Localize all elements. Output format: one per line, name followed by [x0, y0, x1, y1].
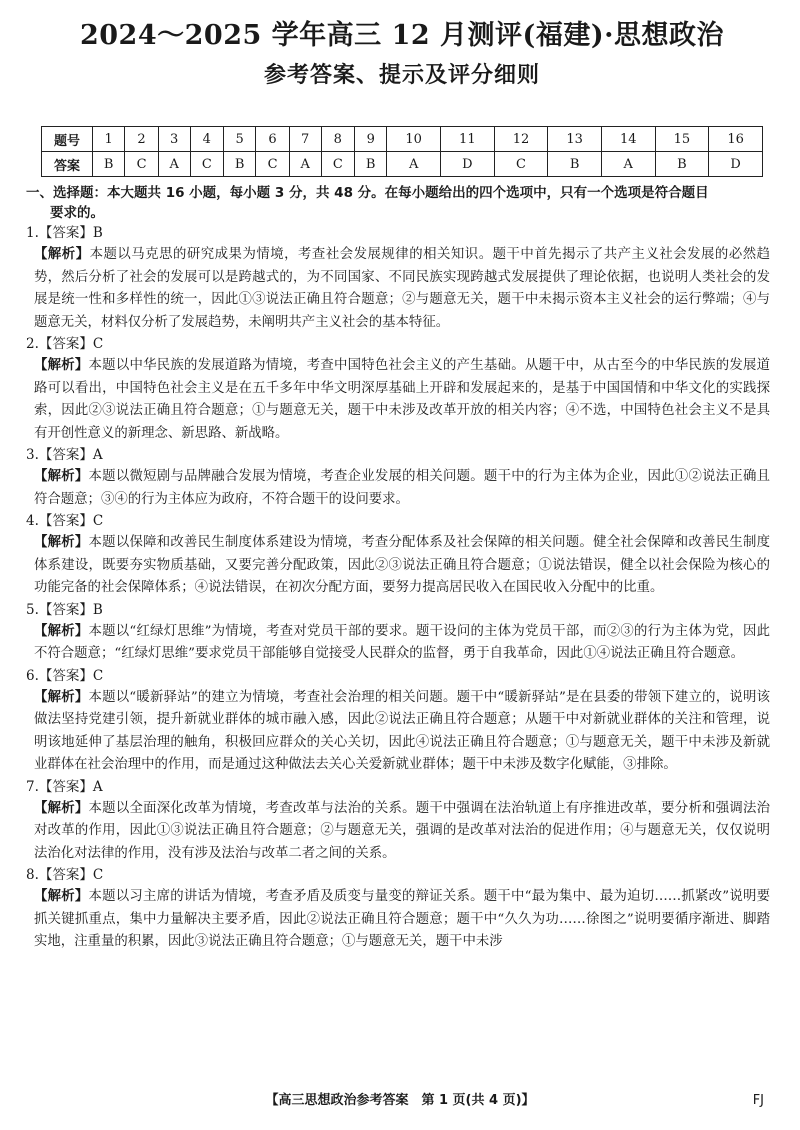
analysis-text: 本题以“暖新驿站”的建立为情境，考查社会治理的相关问题。题干中“暖新驿站”是在县委的带领下建立的，说明该做法坚持党建引领，提升新就业群体的城市融入感，因此②说法正确且符合题意；从题干中对新就业群体的关注和管理，说明该地延伸了基层治理的触角，积极回应群众的关心关切，因此④说法正确且符合题意；①与题意无关，题干中未涉及新就业群体在社会治理中的作用，而是通过这种做法去关心关爱新就业群体；题干中未涉及数字化赋能，③排除。 [34, 689, 771, 772]
question-block [26, 334, 771, 445]
footer-code: FJ [752, 1093, 764, 1108]
question-number-cell: 4 [190, 127, 223, 152]
answer-cell: A [289, 152, 321, 177]
analysis-label: 【解析】 [34, 800, 89, 816]
answer-table-answer-row [42, 152, 763, 177]
question-number-cell: 8 [321, 127, 354, 152]
answer-cell: B [655, 152, 709, 177]
answer-cell: A [387, 152, 441, 177]
page-footer: 【高三思想政治参考答案 第 1 页(共 4 页)】 [265, 1093, 535, 1108]
analysis-label: 【解析】 [34, 535, 89, 550]
answer-cell: C [190, 152, 223, 177]
analysis-text: 本题以保障和改善民生制度体系建设为情境，考查分配体系及社会保障的相关问题。健全社会保障和改善民生制度体系建设，既要夯实物质基础，又要完善分配政策，因此②③说法正确且符合题意；①说法错误，健全以社会保险为核心的功能完备的社会保障体系；④说法错误，在初次分配方面，要努力提高居民收入在国民收入分配中的比重。 [34, 535, 771, 595]
answer-cell: B [355, 152, 387, 177]
analysis-label: 【解析】 [34, 689, 89, 705]
question-answer-line: 3.【答案】A [26, 447, 103, 463]
answer-cell: A [158, 152, 190, 177]
answer-table-answer-label: 答案 [42, 152, 93, 177]
question-number-cell: 9 [355, 127, 387, 152]
question-number-cell: 14 [601, 127, 655, 152]
section-heading-line2: 要求的。 [50, 205, 104, 221]
question-analysis [34, 886, 770, 954]
question-answer-line: 8.【答案】C [26, 867, 104, 883]
question-block [26, 600, 770, 666]
question-analysis [34, 687, 770, 777]
question-answer-line: 5.【答案】B [26, 601, 103, 618]
question-answer-line: 6.【答案】C [26, 667, 104, 684]
question-analysis [34, 466, 770, 511]
answer-table [41, 126, 763, 177]
question-block [26, 865, 770, 954]
answer-cell: D [441, 152, 495, 177]
question-analysis [34, 355, 770, 445]
analysis-label: 【解析】 [34, 469, 89, 484]
question-block [26, 445, 771, 511]
page-subtitle: 参考答案、提示及评分细则 [263, 62, 540, 88]
answer-cell: C [125, 152, 158, 177]
analysis-label: 【解析】 [34, 358, 89, 373]
answer-cell: B [548, 152, 602, 177]
question-list [26, 223, 771, 954]
question-block [26, 666, 771, 777]
question-answer-line: 2.【答案】C [26, 336, 104, 352]
question-analysis [34, 621, 770, 666]
analysis-text: 本题以“红绿灯思维”为情境，考查对党员干部的要求。题干设问的主体为党员干部，而②③的行为主体为党，因此不符合题意；“红绿灯思维”要求党员干部能够自觉接受人民群众的监督，勇于自我革命，因此①④说法正确且符合题意。 [34, 623, 770, 661]
analysis-label: 【解析】 [34, 889, 89, 904]
analysis-label: 【解析】 [34, 623, 89, 639]
question-block [26, 777, 771, 866]
question-analysis [34, 532, 770, 600]
analysis-label: 【解析】 [34, 247, 90, 262]
question-number-cell: 3 [158, 127, 190, 152]
question-number-cell: 13 [548, 127, 602, 152]
analysis-text: 本题以马克思的研究成果为情境，考查社会发展规律的相关知识。题干中首先揭示了共产主义社会发展的必然趋势，然后分析了社会的发展可以是跨越式的，为不同国家、不同民族实现跨越式发展提供了理论依据，也说明人类社会的发展是统一性和多样性的统一，因此①③说法正确且符合题意；②与题意无关，题干中未揭示资本主义社会的运行弊端；④与题意无关，材料仅分析了发展趋势，未阐明共产主义社会的基本特征。 [34, 247, 771, 330]
question-analysis [34, 798, 770, 866]
answer-cell: C [494, 152, 548, 177]
question-answer-line: 7.【答案】A [26, 778, 103, 795]
section-heading [26, 183, 770, 223]
analysis-text: 本题以微短剧与品牌融合发展为情境，考查企业发展的相关问题。题干中的行为主体为企业，因此①②说法正确且符合题意；③④的行为主体应为政府，不符合题干的设问要求。 [34, 469, 771, 507]
answer-cell: C [321, 152, 354, 177]
question-answer-line: 1.【答案】B [26, 225, 103, 241]
question-analysis [34, 244, 770, 334]
answer-cell: B [224, 152, 256, 177]
answer-table-number-label: 题号 [42, 127, 93, 152]
answer-cell: D [709, 152, 763, 177]
question-answer-line: 4.【答案】C [26, 513, 104, 529]
answer-table-number-row [42, 127, 763, 152]
question-number-cell: 16 [709, 127, 763, 152]
question-block [26, 223, 771, 334]
question-number-cell: 11 [441, 127, 495, 152]
question-number-cell: 6 [256, 127, 289, 152]
analysis-text: 本题以全面深化改革为情境，考查改革与法治的关系。题干中强调在法治轨道上有序推进改革，要分析和强调法治对改革的作用，因此①③说法正确且符合题意；②与题意无关，强调的是改革对法治的促进作用；④与题意无关，仅仅说明法治化对法律的作用，没有涉及法治与改革二者之间的关系。 [34, 800, 771, 861]
page-title: 2024～2025 学年高三 12 月测评(福建)·思想政治 [79, 20, 724, 51]
question-block [26, 511, 771, 600]
answer-cell: C [256, 152, 289, 177]
question-number-cell: 2 [125, 127, 158, 152]
section-heading-line1: 一、选择题：本大题共 16 小题，每小题 3 分，共 48 分。在每小题给出的四个选项中，只有一个选项是符合题目 [26, 185, 709, 201]
question-number-cell: 15 [655, 127, 709, 152]
question-number-cell: 1 [93, 127, 125, 152]
analysis-text: 本题以习主席的讲话为情境，考查矛盾及质变与量变的辩证关系。题干中“最为集中、最为迫切……抓紧改”说明要抓关键抓重点，集中力量解决主要矛盾，因此②说法正确且符合题意；题干中“久久为功……徐图之”说明要循序渐进、脚踏实地，注重量的积累，因此③说法正确且符合题意；①与题意无关，题干中未涉 [34, 889, 770, 949]
question-number-cell: 10 [387, 127, 441, 152]
question-number-cell: 5 [224, 127, 256, 152]
question-number-cell: 12 [494, 127, 548, 152]
answer-cell: A [601, 152, 655, 177]
answer-cell: B [93, 152, 125, 177]
question-number-cell: 7 [289, 127, 321, 152]
analysis-text: 本题以中华民族的发展道路为情境，考查中国特色社会主义的产生基础。从题干中，从古至今的中华民族的发展道路可以看出，中国特色社会主义是在五千多年中华文明深厚基础上开辟和发展起来的，是基于中国国情和中华文化的实践探索，因此②③说法正确且符合题意；①与题意无关，题干中未涉及改革开放的相关内容；④不选，中国特色社会主义不是具有开创性意义的新理念、新思路、新战略。 [34, 358, 771, 441]
